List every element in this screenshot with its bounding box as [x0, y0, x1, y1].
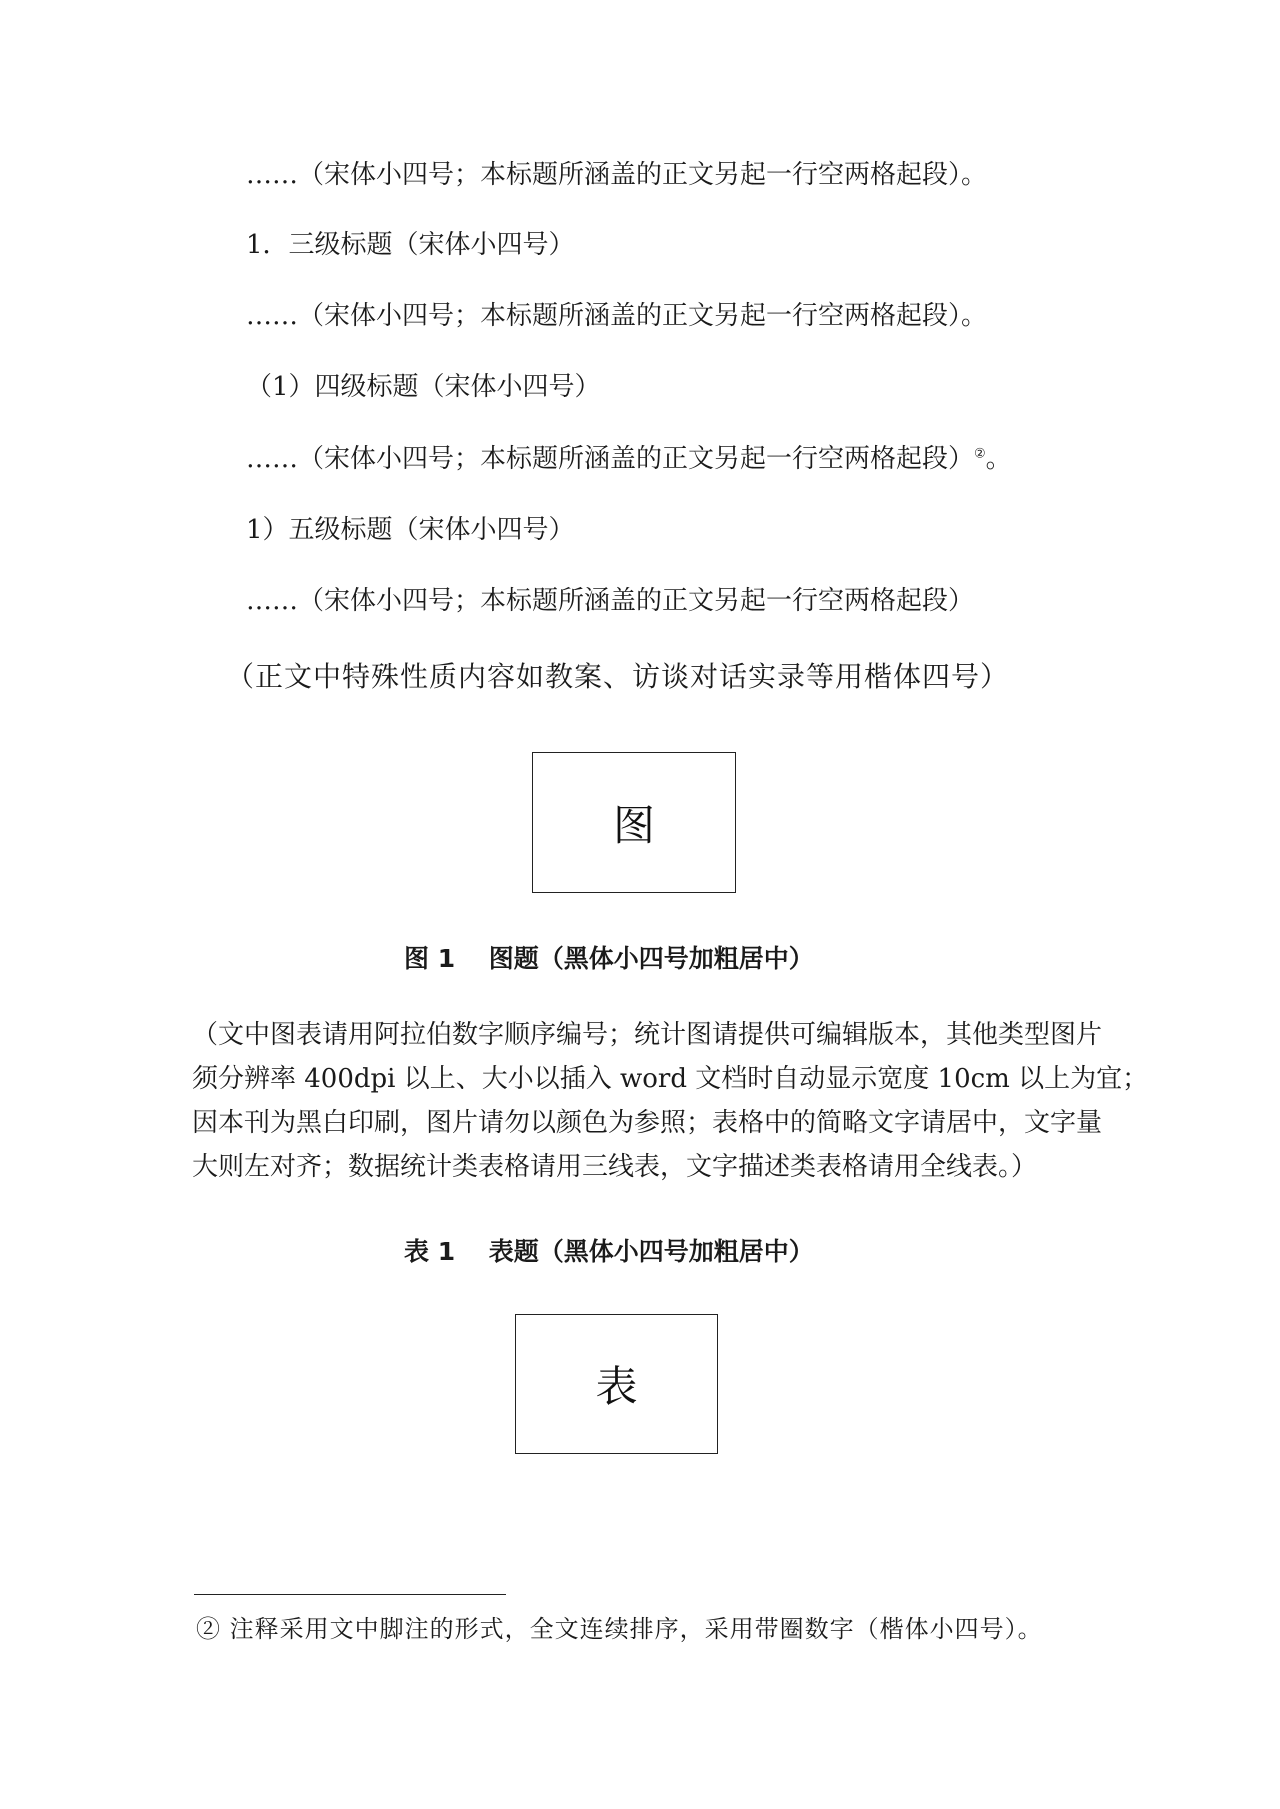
heading-level-5: 1）五级标题（宋体小四号）: [246, 515, 575, 545]
body-line-3-text: ……（宋体小四号；本标题所涵盖的正文另起一行空两格起段）: [246, 444, 975, 474]
figure-placeholder: [532, 752, 736, 893]
special-content-note: （正文中特殊性质内容如教案、访谈对话实录等用楷体四号）: [226, 660, 1010, 693]
body-line-3: [246, 444, 1012, 474]
heading-level-3: 1．三级标题（宋体小四号）: [246, 230, 575, 260]
footnote-rule: [194, 1594, 506, 1595]
body-line-2: ……（宋体小四号；本标题所涵盖的正文另起一行空两格起段）。: [246, 301, 988, 331]
guideline-line-2: 须分辨率 400dpi 以上、大小以插入 word 文档时自动显示宽度 10cm 以上为宜；: [192, 1064, 1149, 1094]
table-placeholder: [515, 1314, 718, 1454]
figure-caption: 图 1 图题（黑体小四号加粗居中）: [404, 944, 814, 973]
table-placeholder-label: 表: [595, 1362, 638, 1411]
footnote: ② 注释采用文中脚注的形式，全文连续排序，采用带圈数字（楷体小四号）。: [196, 1615, 1043, 1643]
body-line-1: ……（宋体小四号；本标题所涵盖的正文另起一行空两格起段）。: [246, 160, 988, 190]
body-line-3-end: 。: [985, 444, 1012, 474]
guideline-line-1: （文中图表请用阿拉伯数字顺序编号；统计图请提供可编辑版本，其他类型图片: [192, 1020, 1103, 1050]
body-line-4: ……（宋体小四号；本标题所涵盖的正文另起一行空两格起段）: [246, 586, 975, 616]
guideline-line-3: 因本刊为黑白印刷，图片请勿以颜色为参照；表格中的简略文字请居中，文字量: [192, 1108, 1103, 1138]
guideline-line-4: 大则左对齐；数据统计类表格请用三线表，文字描述类表格请用全线表。）: [192, 1152, 1038, 1182]
table-caption: 表 1 表题（黑体小四号加粗居中）: [404, 1237, 814, 1266]
figure-placeholder-label: 图: [612, 800, 655, 850]
footnote-reference[interactable]: ②: [974, 446, 986, 462]
heading-level-4: （1）四级标题（宋体小四号）: [246, 372, 601, 402]
figure-table-guidelines: [192, 1013, 1149, 1189]
